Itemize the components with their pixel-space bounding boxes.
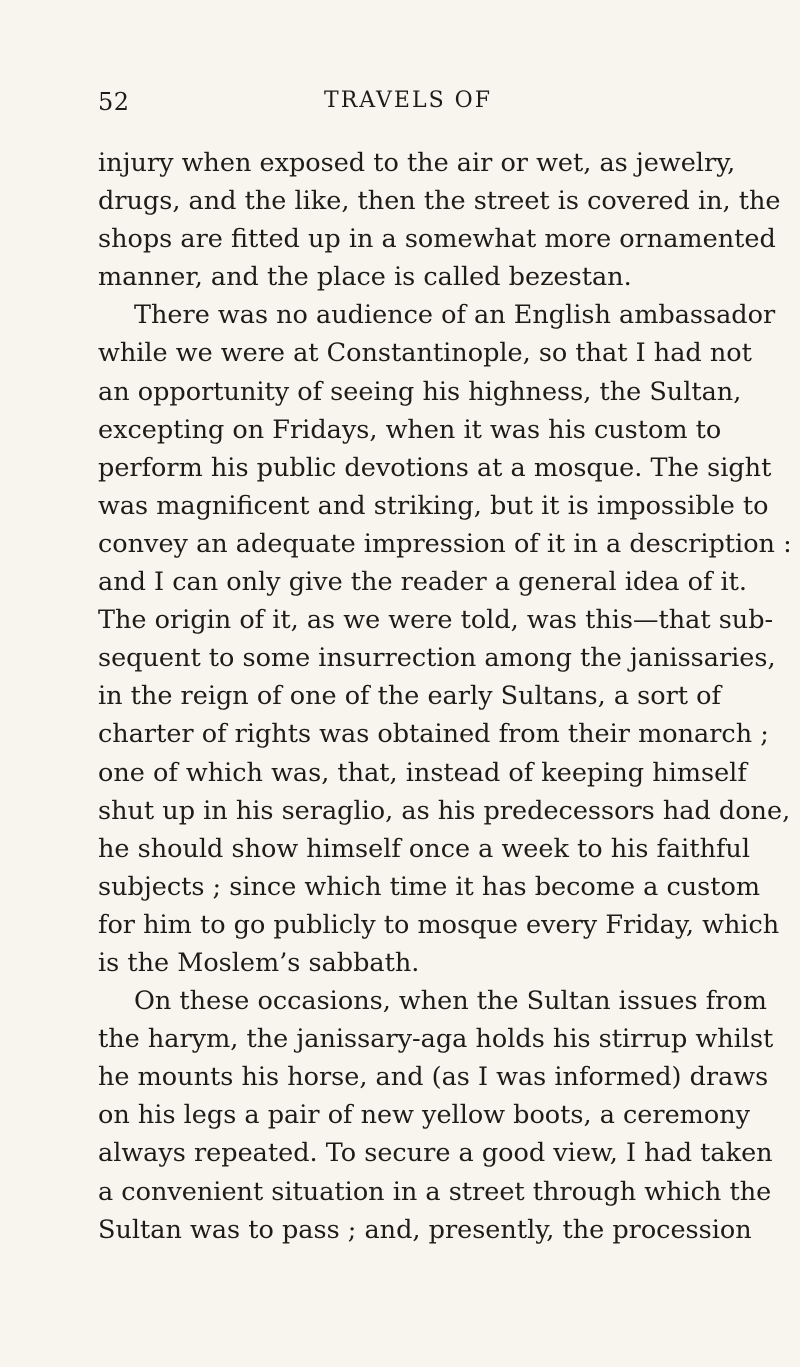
text-line: an opportunity of seeing his highness, the Sultan, xyxy=(98,376,742,407)
text-line: one of which was, that, instead of keeping himself xyxy=(98,757,747,788)
running-head xyxy=(98,88,718,122)
text-line: was magnificent and striking, but it is impossible to xyxy=(98,490,769,521)
text-line: in the reign of one of the early Sultans, a sort of xyxy=(98,681,721,712)
text-line: convey an adequate impression of it in a description : xyxy=(98,528,792,559)
text-line: manner, and the place is called bezestan. xyxy=(98,262,632,293)
text-line: he mounts his horse, and (as I was informed) draws xyxy=(98,1062,769,1093)
text-line: shut up in his seraglio, as his predecessors had done, xyxy=(98,795,791,826)
text-line: charter of rights was obtained from their monarch ; xyxy=(98,719,769,750)
text-line: for him to go publicly to mosque every Friday, which xyxy=(98,909,780,940)
text-line: he should show himself once a week to his faithful xyxy=(98,833,751,864)
text-line: a convenient situation in a street through which the xyxy=(98,1176,772,1207)
text-line: perform his public devotions at a mosque. The sight xyxy=(98,452,772,483)
text-line: The origin of it, as we were told, was this—that sub- xyxy=(98,605,774,636)
text-line: shops are fitted up in a somewhat more ornamented xyxy=(98,224,776,255)
text-line: on his legs a pair of new yellow boots, a ceremony xyxy=(98,1100,751,1131)
text-line: and I can only give the reader a general idea of it. xyxy=(98,567,748,598)
text-line: injury when exposed to the air or wet, as jewelry, xyxy=(98,148,736,178)
running-title: TRAVELS OF xyxy=(324,88,492,113)
body-text xyxy=(98,144,792,1249)
text-line: while we were at Constantinople, so that I had not xyxy=(98,338,752,369)
text-line: Sultan was to pass ; and, presently, the procession xyxy=(98,1214,752,1245)
text-line: always repeated. To secure a good view, I had taken xyxy=(98,1138,773,1169)
paragraph-start-line: On these occasions, when the Sultan issues from xyxy=(134,986,767,1017)
text-line: the harym, the janissary-aga holds his stirrup whilst xyxy=(98,1024,774,1055)
text-line: subjects ; since which time it has become a custom xyxy=(98,871,761,902)
page-number: 52 xyxy=(98,88,130,116)
text-line: excepting on Fridays, when it was his custom to xyxy=(98,414,722,445)
text-line: is the Moslem’s sabbath. xyxy=(98,947,420,978)
text-line: sequent to some insurrection among the janissaries, xyxy=(98,643,776,674)
text-line: drugs, and the like, then the street is covered in, the xyxy=(98,186,781,217)
paragraph-start-line: There was no audience of an English ambassador xyxy=(134,300,776,331)
